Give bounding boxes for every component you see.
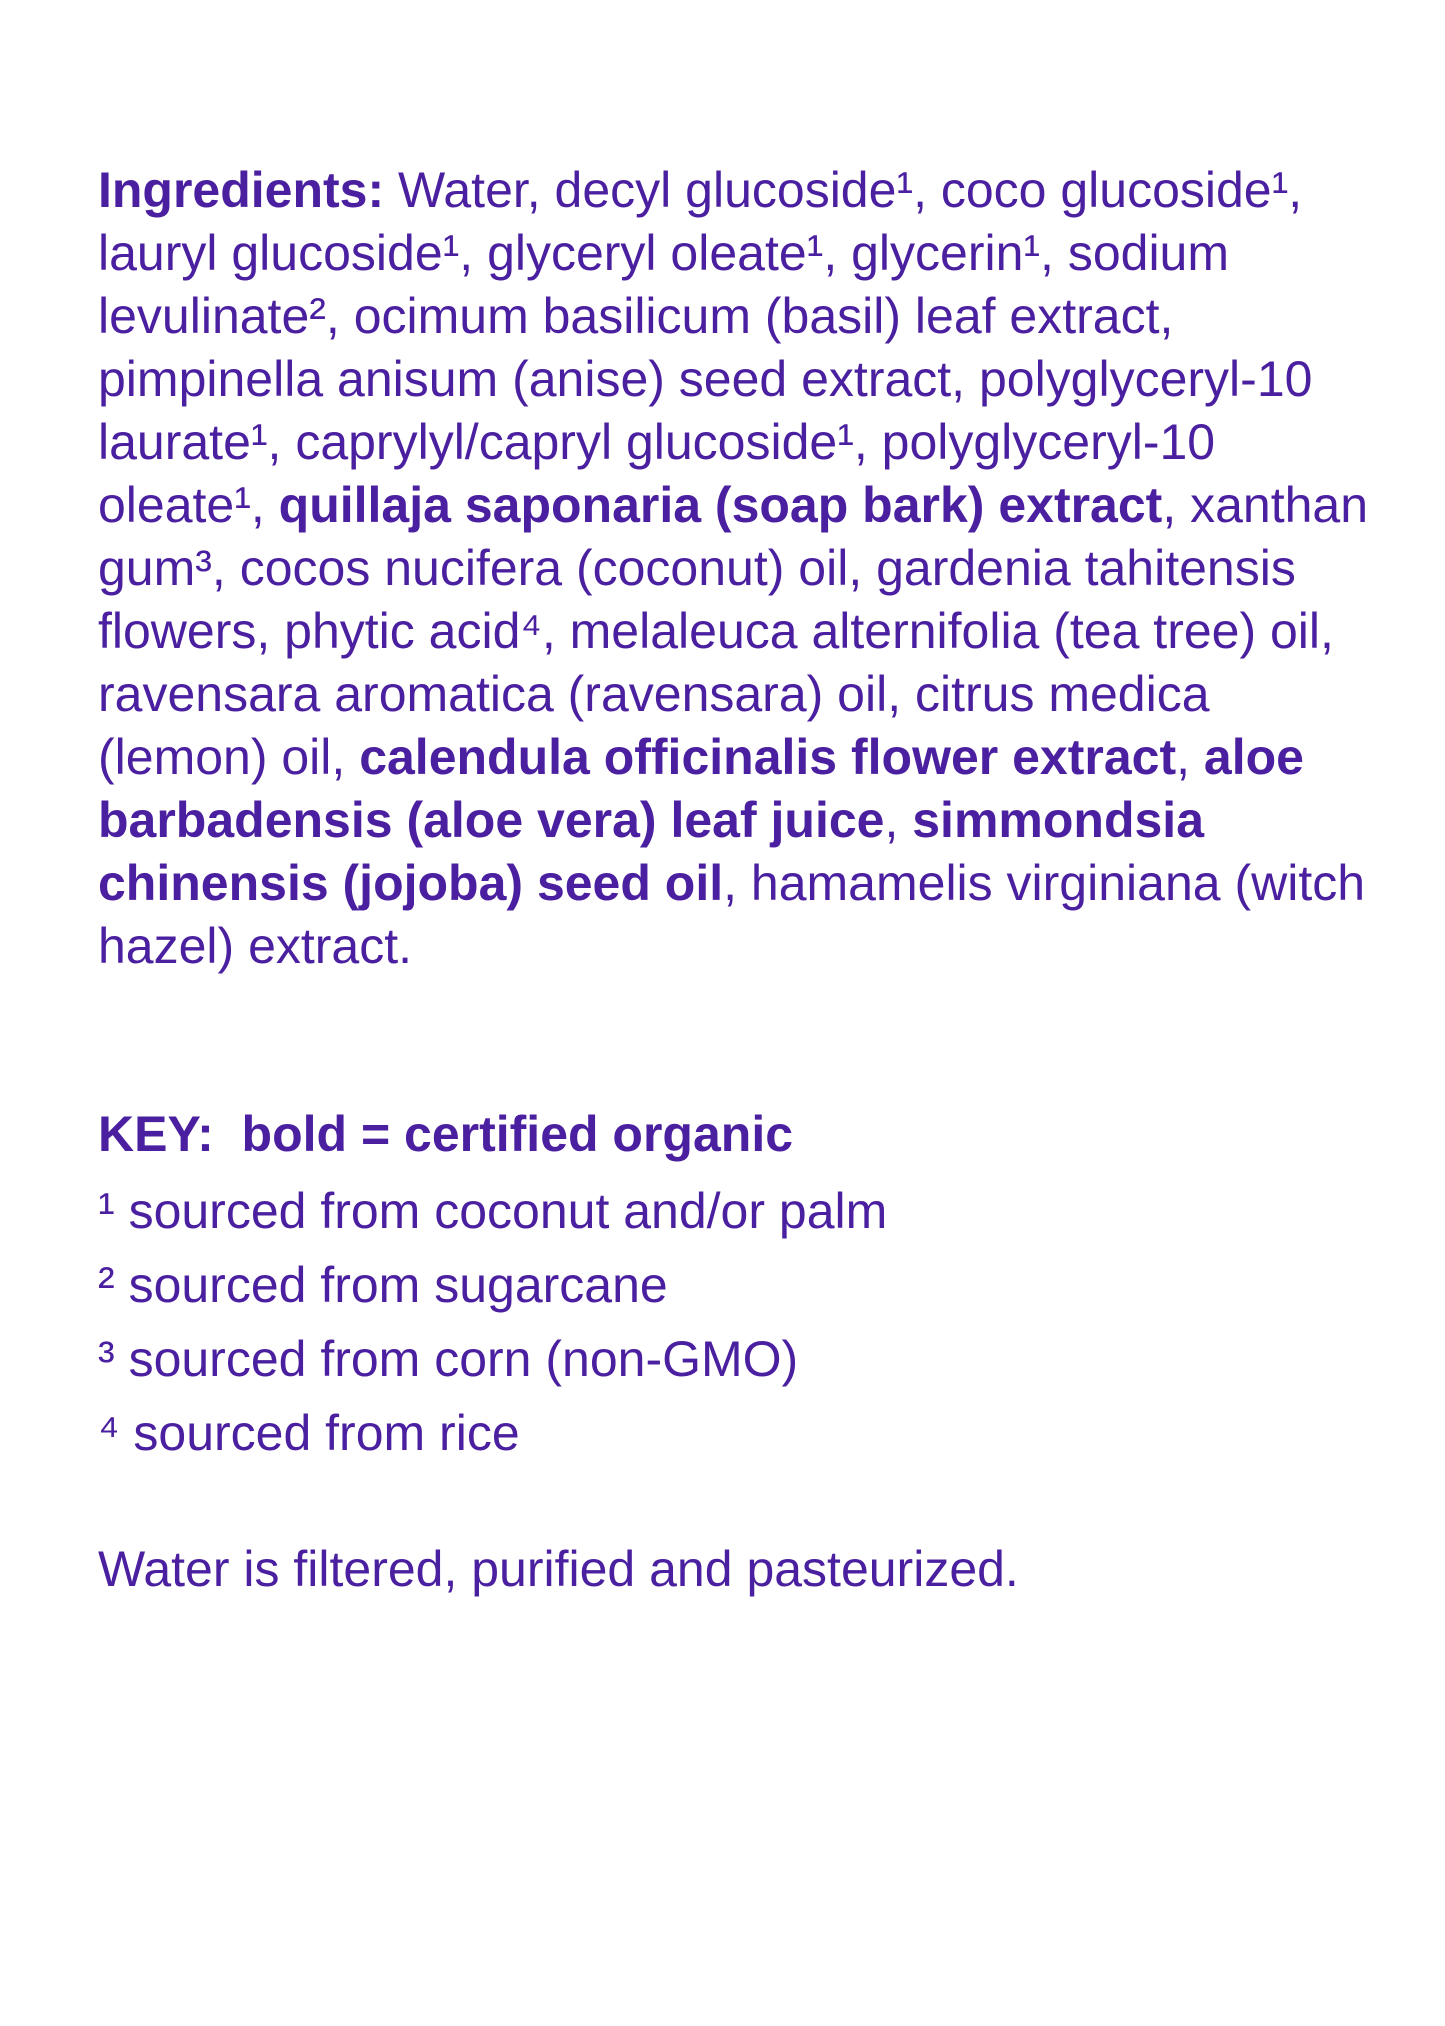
ingredient-line — [98, 474, 1368, 537]
ingredient-text-bold: aloe — [1203, 729, 1304, 785]
ingredient-text: ravensara aromatica (ravensara) oil, citrus medica — [98, 666, 1210, 722]
ingredient-text-bold: simmondsia — [912, 792, 1204, 848]
ingredient-line — [98, 852, 1368, 915]
footnote-item — [98, 1248, 887, 1322]
footnote-item — [98, 1174, 887, 1248]
footnote-marker: ¹ — [98, 1183, 115, 1239]
footnote-marker: ³ — [98, 1331, 115, 1387]
ingredient-line — [98, 663, 1368, 726]
footnote-marker: ⁴ — [98, 1405, 120, 1461]
ingredient-line — [98, 726, 1368, 789]
ingredient-text: pimpinella anisum (anise) seed extract, polyglyceryl-10 — [98, 351, 1313, 407]
ingredient-text: Water, decyl glucoside¹, coco glucoside¹, — [384, 162, 1303, 218]
key-legend: KEY: bold = certified organic — [98, 1106, 794, 1162]
ingredient-text: , — [884, 792, 913, 848]
footnotes-list — [98, 1174, 887, 1470]
ingredient-line — [98, 915, 1368, 978]
footnote-text: sourced from corn (non-GMO) — [128, 1331, 799, 1387]
ingredient-line — [98, 789, 1368, 852]
ingredient-text: , xanthan — [1162, 477, 1369, 533]
footnote-text: sourced from sugarcane — [128, 1257, 668, 1313]
ingredient-text: oleate¹, — [98, 477, 279, 533]
ingredient-text: lauryl glucoside¹, glyceryl oleate¹, glycerin¹, sodium — [98, 225, 1230, 281]
ingredient-line — [98, 537, 1368, 600]
ingredient-line — [98, 411, 1368, 474]
ingredient-line — [98, 222, 1368, 285]
ingredient-text: laurate¹, caprylyl/capryl glucoside¹, polyglyceryl-10 — [98, 414, 1216, 470]
ingredient-text-bold: barbadensis (aloe vera) leaf juice — [98, 792, 885, 848]
ingredient-text-bold: chinensis (jojoba) seed oil — [98, 855, 724, 911]
water-note: Water is filtered, purified and pasteurized. — [98, 1541, 1019, 1597]
ingredient-text: , — [1176, 729, 1204, 785]
footnote-text: sourced from coconut and/or palm — [128, 1183, 888, 1239]
footnote-item — [98, 1396, 887, 1470]
ingredient-text: levulinate², ocimum basilicum (basil) leaf extract, — [98, 288, 1174, 344]
ingredient-text: (lemon) oil, — [98, 729, 360, 785]
ingredient-line — [98, 348, 1368, 411]
footnote-item — [98, 1322, 887, 1396]
ingredient-text: hazel) extract. — [98, 918, 413, 974]
ingredients-paragraph — [98, 159, 1368, 978]
ingredient-text-bold: quillaja saponaria (soap bark) extract — [278, 477, 1163, 533]
footnote-text: sourced from rice — [133, 1405, 520, 1461]
ingredient-text-bold: calendula officinalis flower extract — [359, 729, 1177, 785]
ingredient-text: , hamamelis virginiana (witch — [723, 855, 1366, 911]
ingredient-text-bold: Ingredients: — [98, 162, 385, 218]
ingredient-text: flowers, phytic acid⁴, melaleuca alternifolia (tea tree) oil, — [98, 603, 1334, 659]
ingredient-line — [98, 285, 1368, 348]
footnote-marker: ² — [98, 1257, 115, 1313]
ingredient-text: gum³, cocos nucifera (coconut) oil, gardenia tahitensis — [98, 540, 1296, 596]
ingredient-line — [98, 159, 1368, 222]
ingredient-line — [98, 600, 1368, 663]
